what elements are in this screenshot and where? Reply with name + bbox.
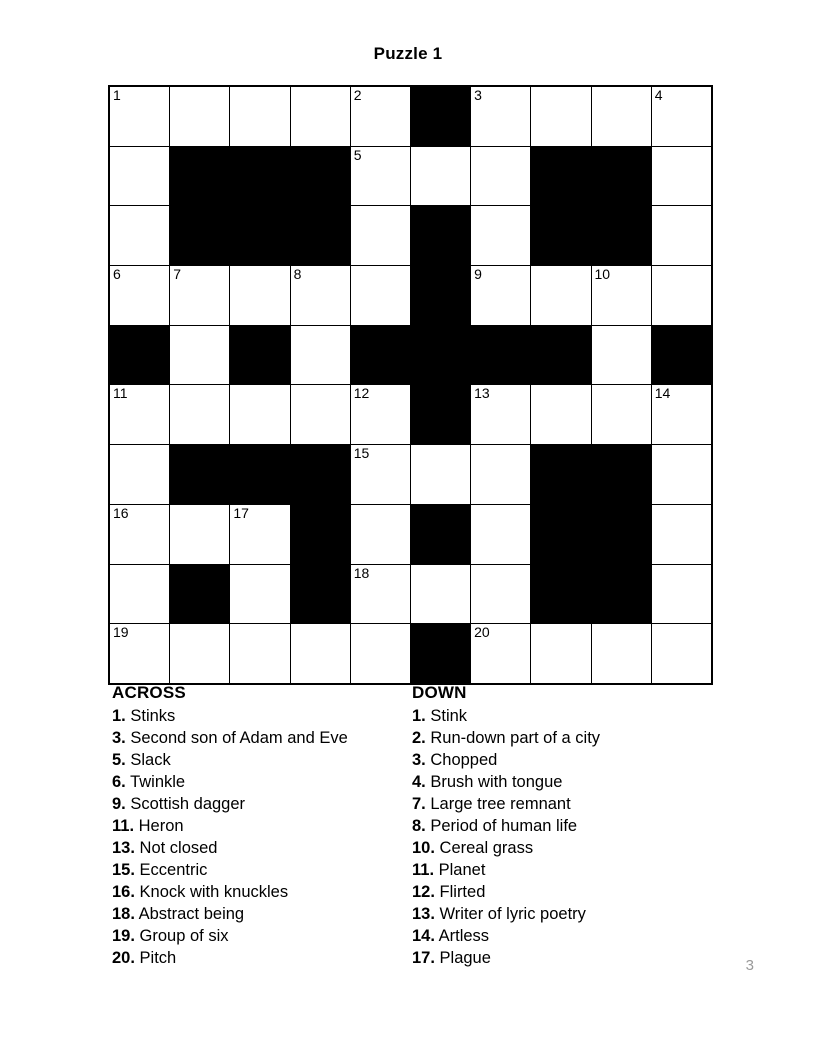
grid-cell[interactable] [651, 504, 712, 564]
grid-cell-block [591, 445, 651, 505]
grid-cell[interactable] [651, 206, 712, 266]
grid-cell[interactable] [410, 564, 470, 624]
clue-number: 7. [412, 795, 426, 813]
clue-number: 14. [412, 927, 435, 945]
grid-cell[interactable] [109, 206, 170, 266]
grid-cell-number: 19 [113, 624, 129, 641]
clue-item[interactable] [112, 772, 412, 794]
grid-cell-number: 15 [353, 445, 370, 462]
grid-cell-block [230, 325, 290, 385]
grid-cell[interactable] [471, 206, 531, 266]
grid-row [109, 146, 712, 206]
clue-item[interactable] [112, 728, 412, 750]
clue-item[interactable] [112, 750, 412, 772]
clue-number: 3. [412, 751, 426, 769]
grid-cell[interactable] [230, 504, 290, 564]
clue-item[interactable] [112, 926, 412, 948]
crossword-grid-container [108, 85, 700, 672]
clue-number: 13. [412, 905, 435, 923]
clue-text: Run-down part of a city [430, 729, 601, 747]
grid-cell[interactable] [109, 564, 170, 624]
clue-number: 9. [112, 795, 126, 813]
grid-cell[interactable] [350, 624, 410, 684]
clue-text: Twinkle [130, 773, 186, 791]
clue-item[interactable] [412, 882, 712, 904]
clue-text: Flirted [439, 883, 486, 901]
grid-cell-number: 6 [113, 266, 121, 283]
clue-number: 13. [112, 839, 135, 857]
down-column [412, 683, 712, 970]
grid-cell-block [531, 445, 591, 505]
grid-row [109, 385, 712, 445]
grid-cell[interactable] [290, 266, 350, 326]
grid-cell-number: 17 [233, 504, 249, 521]
page-title: Puzzle 1 [373, 44, 443, 63]
grid-cell[interactable] [471, 624, 531, 684]
grid-cell-block [290, 146, 350, 206]
grid-cell-block [109, 325, 170, 385]
grid-cell-block [531, 504, 591, 564]
clue-text: Knock with knuckles [139, 883, 289, 901]
grid-cell-block [170, 206, 230, 266]
grid-cell-number: 14 [654, 385, 671, 402]
grid-cell-block [350, 325, 410, 385]
clue-item[interactable] [112, 816, 412, 838]
clue-number: 15. [112, 861, 135, 879]
grid-cell-block [591, 146, 651, 206]
grid-cell[interactable] [350, 564, 410, 624]
grid-cell-number: 5 [353, 146, 362, 163]
grid-cell[interactable] [651, 385, 712, 445]
grid-cell[interactable] [290, 325, 350, 385]
grid-cell-number: 8 [293, 266, 302, 283]
grid-cell[interactable] [290, 624, 350, 684]
grid-row [109, 504, 712, 564]
crossword-grid-body [109, 86, 712, 684]
grid-cell-block [591, 504, 651, 564]
grid-cell-block [410, 504, 470, 564]
grid-cell-block [410, 325, 470, 385]
grid-cell[interactable] [531, 385, 591, 445]
clue-text: Brush with tongue [430, 773, 563, 791]
grid-cell-block [531, 146, 591, 206]
grid-cell[interactable] [109, 146, 170, 206]
clue-text: Artless [438, 927, 490, 945]
grid-cell[interactable] [350, 86, 410, 146]
grid-cell[interactable] [591, 266, 651, 326]
clue-text: Chopped [430, 751, 498, 769]
grid-cell[interactable] [471, 445, 531, 505]
clue-number: 12. [412, 883, 435, 901]
grid-row [109, 564, 712, 624]
clue-text: Writer of lyric poetry [439, 905, 586, 923]
clue-text: Large tree remnant [430, 795, 571, 813]
grid-row [109, 86, 712, 146]
down-heading: DOWN [412, 683, 467, 702]
grid-cell[interactable] [290, 385, 350, 445]
clue-item[interactable] [412, 706, 712, 728]
grid-cell[interactable] [350, 266, 410, 326]
grid-cell-number: 12 [353, 385, 370, 402]
clue-item[interactable] [112, 948, 412, 970]
grid-cell-block [170, 564, 230, 624]
grid-cell[interactable] [531, 266, 591, 326]
across-column [112, 683, 412, 970]
grid-cell[interactable] [350, 504, 410, 564]
clue-item[interactable] [112, 706, 412, 728]
grid-cell[interactable] [109, 624, 170, 684]
clue-item[interactable] [112, 794, 412, 816]
grid-cell-block [410, 385, 470, 445]
grid-cell-number: 11 [113, 385, 128, 402]
grid-cell-block [230, 206, 290, 266]
grid-cell-number: 13 [474, 385, 490, 402]
grid-cell-block [230, 146, 290, 206]
grid-cell-block [290, 206, 350, 266]
grid-cell[interactable] [410, 146, 470, 206]
clue-number: 1. [412, 707, 426, 725]
clue-text: Pitch [139, 949, 177, 967]
clue-text: Planet [438, 861, 486, 879]
grid-row [109, 325, 712, 385]
grid-cell-block [290, 564, 350, 624]
grid-cell[interactable] [230, 564, 290, 624]
grid-cell[interactable] [471, 146, 531, 206]
grid-cell[interactable] [471, 564, 531, 624]
clue-number: 4. [412, 773, 426, 791]
grid-cell-number: 1 [113, 87, 121, 103]
clue-number: 17. [412, 949, 435, 967]
clue-item[interactable] [412, 772, 712, 794]
grid-cell-block [410, 206, 470, 266]
clue-item[interactable] [412, 926, 712, 948]
grid-cell-block [651, 325, 712, 385]
clue-number: 8. [412, 817, 426, 835]
clue-number: 10. [412, 839, 435, 857]
clue-text: Scottish dagger [130, 795, 246, 813]
clue-number: 11. [412, 861, 435, 879]
grid-cell-block [591, 564, 651, 624]
grid-cell[interactable] [109, 504, 170, 564]
grid-cell[interactable] [651, 624, 712, 684]
grid-cell-block [170, 146, 230, 206]
grid-cell[interactable] [651, 86, 712, 146]
clue-text: Heron [138, 817, 184, 835]
clue-text: Not closed [139, 839, 218, 857]
grid-cell[interactable] [350, 206, 410, 266]
grid-cell[interactable] [350, 445, 410, 505]
grid-cell[interactable] [109, 86, 170, 146]
clue-text: Plague [439, 949, 491, 967]
grid-cell-block [591, 206, 651, 266]
grid-cell-block [230, 445, 290, 505]
grid-cell[interactable] [350, 385, 410, 445]
grid-cell[interactable] [109, 385, 170, 445]
clue-item[interactable] [412, 838, 712, 860]
clue-text: Slack [130, 751, 171, 769]
grid-cell[interactable] [531, 86, 591, 146]
grid-cell-number: 16 [113, 504, 129, 521]
clue-item[interactable] [112, 838, 412, 860]
grid-cell[interactable] [290, 86, 350, 146]
grid-cell-block [290, 445, 350, 505]
grid-cell-block [170, 445, 230, 505]
grid-cell[interactable] [531, 624, 591, 684]
grid-cell[interactable] [230, 624, 290, 684]
clue-number: 6. [112, 773, 126, 791]
clue-text: Period of human life [430, 817, 578, 835]
clue-item[interactable] [412, 904, 712, 926]
grid-cell[interactable] [170, 86, 230, 146]
grid-cell[interactable] [410, 445, 470, 505]
clue-text: Eccentric [139, 861, 208, 879]
grid-cell[interactable] [170, 385, 230, 445]
clue-number: 19. [112, 927, 135, 945]
grid-cell-block [410, 86, 470, 146]
grid-cell-number: 4 [654, 87, 663, 103]
grid-cell-number: 18 [353, 564, 370, 581]
page-number: 3 [745, 957, 754, 974]
across-heading: ACROSS [112, 683, 186, 702]
across-clue-list [112, 706, 412, 970]
clue-text: Stinks [130, 707, 176, 725]
grid-cell-block [471, 325, 531, 385]
grid-cell[interactable] [471, 266, 531, 326]
grid-cell[interactable] [170, 266, 230, 326]
grid-cell[interactable] [350, 146, 410, 206]
grid-cell-number: 7 [173, 266, 181, 283]
grid-cell[interactable] [591, 624, 651, 684]
grid-row [109, 206, 712, 266]
clue-item[interactable] [412, 750, 712, 772]
grid-cell[interactable] [230, 86, 290, 146]
grid-cell-block [531, 564, 591, 624]
grid-cell[interactable] [651, 445, 712, 505]
clue-text: Group of six [139, 927, 229, 945]
down-clue-list [412, 706, 712, 970]
clue-number: 20. [112, 949, 135, 967]
grid-cell[interactable] [170, 504, 230, 564]
crossword-grid[interactable] [108, 85, 713, 685]
clue-item[interactable] [412, 860, 712, 882]
grid-cell[interactable] [591, 385, 651, 445]
clue-number: 11. [112, 817, 135, 835]
grid-cell[interactable] [471, 86, 531, 146]
grid-row [109, 266, 712, 326]
grid-row [109, 445, 712, 505]
grid-cell-block [410, 624, 470, 684]
grid-cell-block [531, 325, 591, 385]
grid-cell-number: 2 [353, 87, 362, 103]
grid-cell[interactable] [109, 445, 170, 505]
clue-text: Stink [430, 707, 468, 725]
clue-item[interactable] [112, 882, 412, 904]
clue-number: 5. [112, 751, 126, 769]
clue-number: 2. [412, 729, 426, 747]
grid-cell[interactable] [230, 266, 290, 326]
clue-item[interactable] [412, 948, 712, 970]
clue-number: 3. [112, 729, 126, 747]
grid-cell-number: 9 [474, 266, 482, 283]
grid-row [109, 624, 712, 684]
grid-cell[interactable] [591, 86, 651, 146]
grid-cell-number: 20 [474, 624, 490, 641]
clue-item[interactable] [412, 728, 712, 750]
grid-cell[interactable] [109, 266, 170, 326]
grid-cell[interactable] [591, 325, 651, 385]
grid-cell[interactable] [471, 385, 531, 445]
clue-item[interactable] [112, 904, 412, 926]
grid-cell-number: 3 [474, 87, 482, 103]
clue-item[interactable] [412, 794, 712, 816]
clue-number: 1. [112, 707, 126, 725]
clue-number: 16. [112, 883, 135, 901]
grid-cell-block [531, 206, 591, 266]
clue-item[interactable] [412, 816, 712, 838]
grid-cell[interactable] [651, 564, 712, 624]
grid-cell[interactable] [471, 504, 531, 564]
grid-cell[interactable] [170, 624, 230, 684]
grid-cell[interactable] [230, 385, 290, 445]
grid-cell-number: 10 [594, 266, 611, 283]
clue-text: Abstract being [138, 905, 245, 923]
clues-section [112, 683, 712, 970]
clue-item[interactable] [112, 860, 412, 882]
clue-number: 18. [112, 905, 135, 923]
grid-cell-block [290, 504, 350, 564]
clue-text: Cereal grass [439, 839, 534, 857]
grid-cell[interactable] [651, 146, 712, 206]
clue-text: Second son of Adam and Eve [130, 729, 348, 747]
grid-cell[interactable] [170, 325, 230, 385]
grid-cell[interactable] [651, 266, 712, 326]
grid-cell-block [410, 266, 470, 326]
